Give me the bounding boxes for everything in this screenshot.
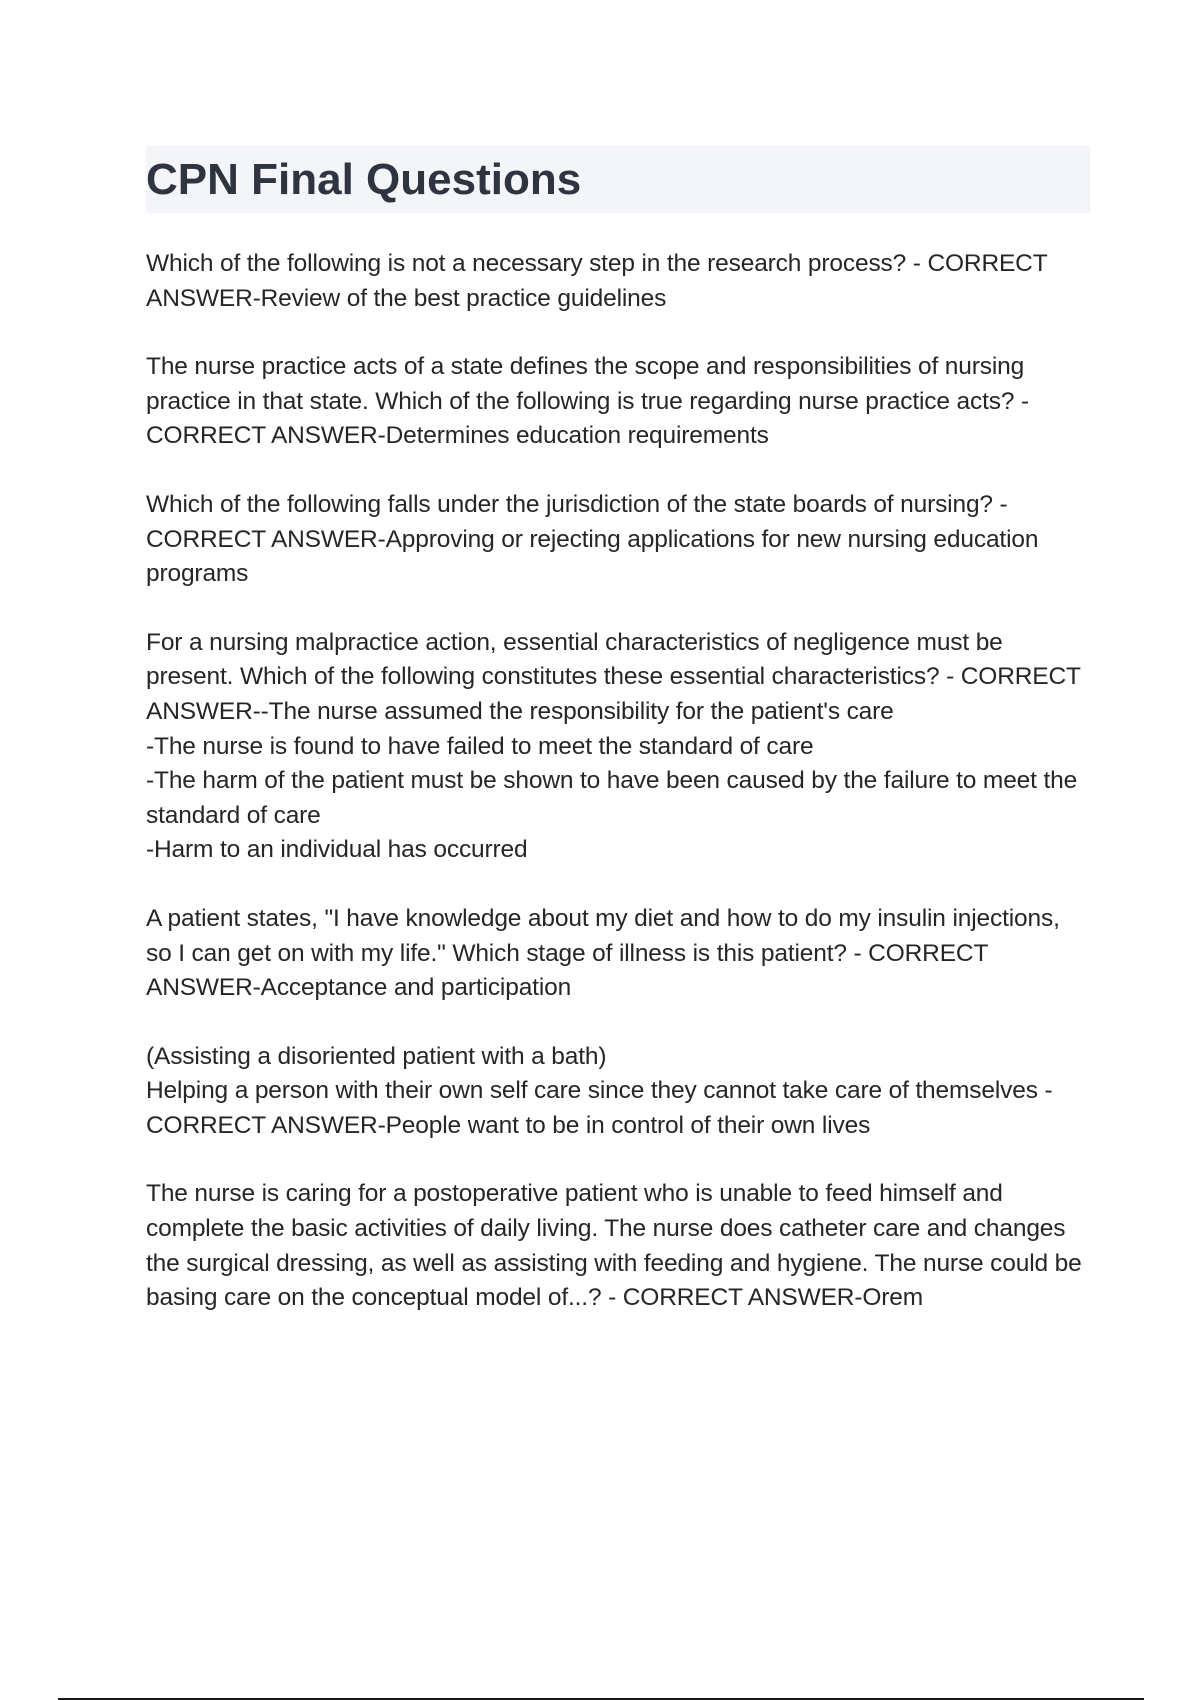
question-answer-item: Which of the following is not a necessary step in the research process? - CORRECT ANSWER-Review of the best practice guidelines [146,250,1048,312]
question-answer-item: (Assisting a disoriented patient with a bath) Helping a person with their own self care since they cannot take care of themselves - CORRECT ANSWER-People want to be in control of their own lives [146,1042,1053,1139]
question-answer-item: Which of the following falls under the jurisdiction of the state boards of nursing? - CORRECT ANSWER-Approving or rejecting applications for new nursing education programs [146,490,1039,588]
question-list [146,247,1090,1316]
question-answer-item: For a nursing malpractice action, essential characteristics of negligence must be present. Which of the following constitutes these essential characteristics? - CORRECT ANSWER--The nurse assumed the responsibility for the patient's care -The nurse is found to have failed to meet the standard of care -The harm of the patient must be shown to have been caused by the failure to meet the standard of care -Harm to an individual has occurred [146,628,1081,864]
question-answer-item: The nurse practice acts of a state defines the scope and responsibilities of nursing practice in that state. Which of the following is true regarding nurse practice acts? - CORRECT ANSWER-Determines education requirements [146,353,1029,450]
question-answer-item: The nurse is caring for a postoperative patient who is unable to feed himself and complete the basic activities of daily living. The nurse does catheter care and changes the surgical dressing, as well as assisting with feeding and hygiene. The nurse could be basing care on the conceptual model of...? - CORRECT ANSWER-Orem [146,1180,1082,1312]
document-page [146,146,1090,1350]
title-bar [146,146,1090,213]
question-answer-item: A patient states, "I have knowledge about my diet and how to do my insulin injections, so I can get on with my life." Which stage of illness is this patient? - CORRECT ANSWER-Acceptance and participation [146,904,1060,1002]
page-title: CPN Final Questions [146,154,582,204]
